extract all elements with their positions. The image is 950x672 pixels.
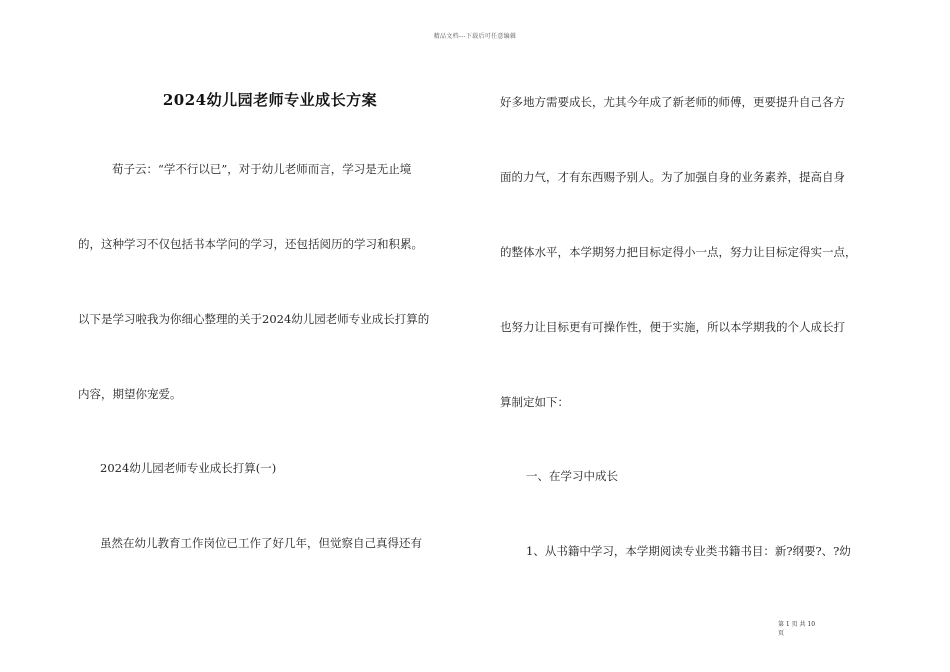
section-heading: 2024幼儿园老师专业成长打算(一)	[100, 461, 277, 475]
paragraph-line: 的，这种学习不仅包括书本学问的学习，还包括阅历的学习和积累。	[78, 237, 423, 251]
page-number	[778, 620, 838, 638]
paragraph-line: 荀子云：“学不行以已”，对于幼儿老师而言，学习是无止境	[112, 162, 412, 176]
paragraph-line: 算制定如下：	[500, 395, 569, 409]
paragraph-line: 虽然在幼儿教育工作岗位已工作了好几年，但觉察自己真得还有	[100, 536, 422, 550]
page-number-line: 页	[778, 630, 785, 637]
document-title: 2024幼儿园老师专业成长方案	[162, 91, 378, 109]
page-header: 精品文档---下载后可任意编辑	[433, 33, 517, 40]
page-number-line: 第 1 页 共 10	[778, 621, 816, 628]
paragraph-line: 内容，期望你宠爱。	[78, 387, 182, 401]
paragraph-line: 也努力让目标更有可操作性，便于实施，所以本学期我的个人成长打	[500, 320, 845, 334]
paragraph-line: 1、从书籍中学习，本学期阅读专业类书籍书目：新?纲要?、?幼	[526, 544, 851, 558]
paragraph-line: 好多地方需要成长，尤其今年成了新老师的师傅，更要提升自己各方	[500, 95, 845, 109]
paragraph-line: 面的力气，才有东西赐予别人。为了加强自身的业务素养，提高自身	[500, 170, 845, 184]
section-heading: 一、在学习中成长	[526, 469, 618, 483]
paragraph-line: 的整体水平，本学期努力把目标定得小一点，努力让目标定得实一点，	[500, 245, 857, 259]
paragraph-line: 以下是学习啦我为你细心整理的关于2024幼儿园老师专业成长打算的	[78, 312, 430, 326]
